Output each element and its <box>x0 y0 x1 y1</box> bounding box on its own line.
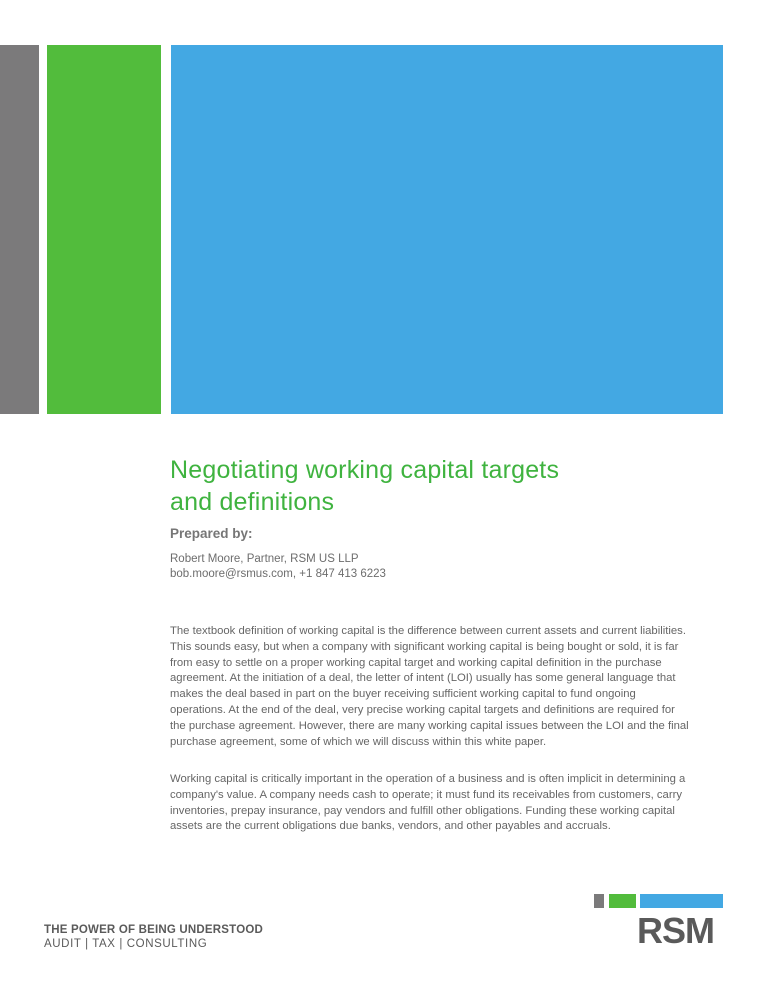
author-block <box>170 552 386 582</box>
footer-tagline <box>44 924 263 951</box>
document-title <box>170 454 690 518</box>
author-contact: bob.moore@rsmus.com, +1 847 413 6223 <box>170 568 386 580</box>
body-paragraph-1: The textbook definition of working capital is the difference between current assets and current liabilities. This sounds easy, but when a company with significant working capital is being bought or sold, it is far from easy to settle on a proper working capital target and working capital definition in the purchase agreement. At the initiation of a deal, the letter of intent (LOI) usually has some general language that makes the deal based in part on the buyer receiving sufficient working capital to fund ongoing operations. At the end of the deal, very precise working capital targets and definitions are required for the purchase agreement. However, there are many working capital issues between the LOI and the final purchase agreement, some of which we will discuss within this white paper. <box>170 625 689 748</box>
cover-bar-blue <box>171 45 723 414</box>
title-line-1: Negotiating working capital targets <box>170 456 560 484</box>
logo-square-green <box>609 894 636 908</box>
rsm-logo: RSM <box>637 910 714 951</box>
cover-bar-green <box>47 45 161 414</box>
prepared-by-heading: Prepared by: <box>170 526 253 541</box>
title-line-2: and definitions <box>170 488 335 516</box>
tagline-text: THE POWER OF BEING UNDERSTOOD <box>44 924 263 936</box>
author-name: Robert Moore, Partner, RSM US LLP <box>170 553 359 565</box>
services-text: AUDIT | TAX | CONSULTING <box>44 937 208 950</box>
body-paragraph-2: Working capital is critically important in the operation of a business and is often implicit in determining a company's value. A company needs cash to operate; it must fund its receivables from customers, carry inventories, prepay insurance, pay vendors and fulfill other obligations. Funding these working capital assets are the current obligations due banks, vendors, and other payables and accruals. <box>170 773 686 833</box>
logo-square-gray <box>594 894 604 908</box>
logo-square-blue <box>640 894 723 908</box>
cover-bar-gray <box>0 45 39 414</box>
